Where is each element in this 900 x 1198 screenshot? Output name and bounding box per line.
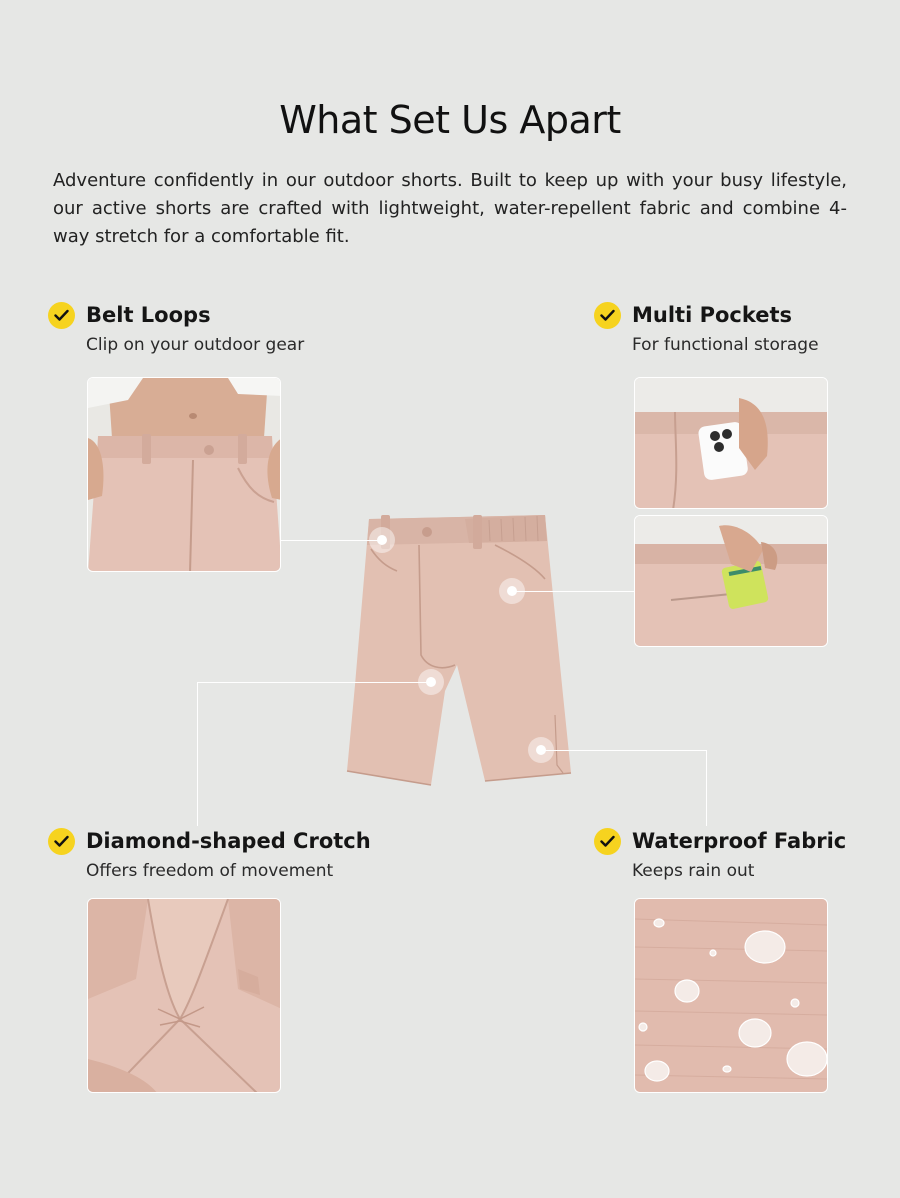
- connector-line: [197, 682, 431, 683]
- check-icon: [594, 828, 621, 855]
- crotch-gusset-photo: [87, 898, 281, 1093]
- connector-line: [281, 540, 382, 541]
- feature-title: Belt Loops: [86, 303, 211, 327]
- feature-description: Clip on your outdoor gear: [86, 335, 305, 355]
- feature-diamond-crotch: [48, 826, 371, 881]
- hotspot-belt-loop: [369, 527, 395, 553]
- connector-line: [512, 591, 634, 592]
- page-title: What Set Us Apart: [279, 98, 621, 142]
- check-icon: [48, 828, 75, 855]
- intro-paragraph: Adventure confidently in our outdoor shorts. Built to keep up with your busy lifestyle, our active shorts are crafted with lightweight, water-repellent fabric and combine 4-way stretch for a comfortable fit.: [53, 170, 847, 247]
- feature-belt-loops: [48, 300, 304, 355]
- connector-line: [197, 682, 198, 826]
- connector-line: [541, 750, 706, 751]
- feature-waterproof-fabric: [594, 826, 846, 881]
- check-icon: [48, 302, 75, 329]
- waterproof-fabric-photo: [634, 898, 828, 1093]
- hotspot-pocket: [499, 578, 525, 604]
- feature-title: Waterproof Fabric: [632, 829, 847, 853]
- zipper-pocket-photo: [634, 515, 828, 647]
- hotspot-crotch: [418, 669, 444, 695]
- feature-title: Diamond-shaped Crotch: [86, 829, 371, 853]
- check-icon: [594, 302, 621, 329]
- feature-description: For functional storage: [632, 335, 819, 355]
- phone-pocket-photo: [634, 377, 828, 509]
- connector-line: [706, 750, 707, 826]
- hotspot-fabric: [528, 737, 554, 763]
- feature-description: Offers freedom of movement: [86, 861, 334, 881]
- belt-loops-photo: [87, 377, 281, 572]
- feature-multi-pockets: [594, 300, 819, 355]
- feature-description: Keeps rain out: [632, 861, 755, 881]
- feature-title: Multi Pockets: [632, 303, 793, 327]
